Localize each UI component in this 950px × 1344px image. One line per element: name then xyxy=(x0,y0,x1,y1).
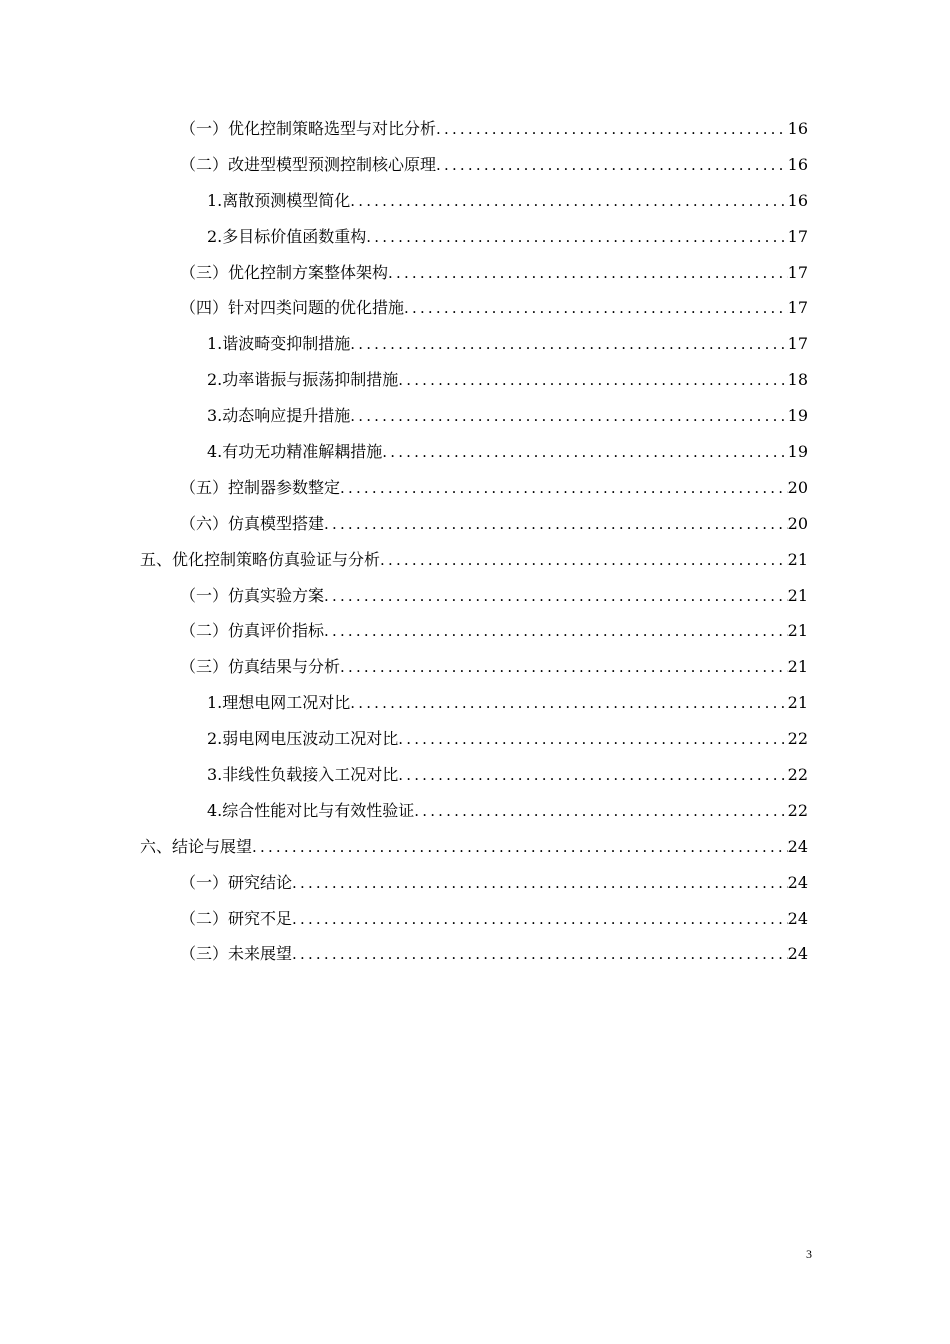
toc-entry-page: 21 xyxy=(787,657,808,677)
toc-entry-title: 1.理想电网工况对比 xyxy=(207,693,351,713)
toc-entry-title: （三）仿真结果与分析 xyxy=(180,657,341,677)
toc-entry[interactable] xyxy=(140,685,808,721)
toc-entry-page: 21 xyxy=(787,549,808,569)
toc-entry-page: 16 xyxy=(787,190,808,210)
toc-entry-title: （二）仿真评价指标 xyxy=(180,621,325,641)
toc-entry-title: （五）控制器参数整定 xyxy=(180,477,341,497)
toc-dot-leader xyxy=(350,327,787,363)
toc-entry-page: 16 xyxy=(787,154,808,174)
toc-entry-title: 六、结论与展望 xyxy=(140,836,253,856)
toc-dot-leader xyxy=(404,291,788,327)
toc-entry-title: （二）研究不足 xyxy=(180,908,293,928)
toc-entry-title: （四）针对四类问题的优化措施 xyxy=(180,298,405,318)
toc-dot-leader xyxy=(398,722,787,758)
toc-entry-page: 17 xyxy=(787,226,808,246)
toc-dot-leader xyxy=(398,363,787,399)
toc-entry-page: 16 xyxy=(787,119,808,138)
toc-entry[interactable] xyxy=(140,721,808,757)
toc-entry-page: 22 xyxy=(787,765,808,785)
toc-entry-title: （六）仿真模型搭建 xyxy=(180,513,325,533)
toc-dot-leader xyxy=(324,507,788,543)
toc-entry[interactable] xyxy=(140,613,808,649)
toc-dot-leader xyxy=(324,579,788,615)
toc-dot-leader xyxy=(350,686,787,722)
toc-dot-leader xyxy=(436,112,788,148)
toc-entry-page: 24 xyxy=(787,944,808,964)
toc-dot-leader xyxy=(340,471,788,507)
toc-entry[interactable] xyxy=(140,111,808,147)
toc-dot-leader xyxy=(380,543,788,579)
toc-entry-title: 2.弱电网电压波动工况对比 xyxy=(207,729,399,749)
toc-dot-leader xyxy=(366,220,787,256)
toc-entry-page: 20 xyxy=(787,513,808,533)
toc-entry[interactable] xyxy=(140,219,808,255)
toc-entry-page: 17 xyxy=(787,262,808,282)
page-number: 3 xyxy=(806,1247,812,1261)
toc-entry[interactable] xyxy=(140,578,808,614)
toc-entry-title: （三）未来展望 xyxy=(180,944,293,964)
toc-entry-title: 2.功率谐振与振荡抑制措施 xyxy=(207,370,399,390)
toc-entry-page: 22 xyxy=(787,729,808,749)
toc-entry[interactable] xyxy=(140,147,808,183)
toc-entry-page: 20 xyxy=(787,477,808,497)
toc-entry-page: 19 xyxy=(787,406,808,426)
toc-entry-page: 21 xyxy=(787,585,808,605)
toc-dot-leader xyxy=(292,866,788,902)
toc-entry[interactable] xyxy=(140,649,808,685)
toc-entry-title: （一）仿真实验方案 xyxy=(180,585,325,605)
toc-dot-leader xyxy=(350,399,787,435)
toc-entry-title: 4.综合性能对比与有效性验证 xyxy=(207,800,415,820)
toc-entry-title: 1.离散预测模型简化 xyxy=(207,190,351,210)
toc-entry-page: 18 xyxy=(787,370,808,390)
toc-entry[interactable] xyxy=(140,936,808,972)
toc-entry[interactable] xyxy=(140,290,808,326)
toc-entry[interactable] xyxy=(140,757,808,793)
toc-entry-title: （一）优化控制策略选型与对比分析 xyxy=(180,119,437,138)
toc-entry[interactable] xyxy=(140,542,808,578)
toc-entry-page: 24 xyxy=(787,836,808,856)
toc-entry-title: 1.谐波畸变抑制措施 xyxy=(207,334,351,354)
toc-dot-leader xyxy=(382,435,787,471)
toc-dot-leader xyxy=(292,902,788,938)
toc-entry[interactable] xyxy=(140,398,808,434)
toc-entry[interactable] xyxy=(140,865,808,901)
toc-dot-leader xyxy=(436,148,788,184)
toc-entry-title: 3.非线性负载接入工况对比 xyxy=(207,765,399,785)
toc-entry-page: 21 xyxy=(787,693,808,713)
toc-dot-leader xyxy=(414,794,787,830)
toc-entry[interactable] xyxy=(140,901,808,937)
toc-entry-title: 五、优化控制策略仿真验证与分析 xyxy=(140,549,381,569)
toc-entry-page: 24 xyxy=(787,872,808,892)
toc-entry-page: 17 xyxy=(787,298,808,318)
toc-dot-leader xyxy=(350,184,787,220)
toc-entry[interactable] xyxy=(140,829,808,865)
toc-entry-page: 22 xyxy=(787,800,808,820)
toc-entry-page: 17 xyxy=(787,334,808,354)
toc-dot-leader xyxy=(292,937,788,973)
toc-entry[interactable] xyxy=(140,470,808,506)
toc-dot-leader xyxy=(252,830,788,866)
toc-entry[interactable] xyxy=(140,793,808,829)
toc-entry-page: 24 xyxy=(787,908,808,928)
toc-entry[interactable] xyxy=(140,255,808,291)
toc-entry-title: 4.有功无功精准解耦措施 xyxy=(207,442,383,462)
toc-entry[interactable] xyxy=(140,183,808,219)
toc-dot-leader xyxy=(388,256,788,292)
toc-entry[interactable] xyxy=(140,326,808,362)
toc-entry-page: 21 xyxy=(787,621,808,641)
toc-entry[interactable] xyxy=(140,362,808,398)
toc-entry-title: 2.多目标价值函数重构 xyxy=(207,226,367,246)
toc-entry-title: 3.动态响应提升措施 xyxy=(207,406,351,426)
toc-dot-leader xyxy=(324,614,788,650)
toc-entry-title: （三）优化控制方案整体架构 xyxy=(180,262,389,282)
table-of-contents xyxy=(140,111,808,972)
toc-dot-leader xyxy=(340,650,788,686)
toc-entry-page: 19 xyxy=(787,442,808,462)
toc-entry-title: （二）改进型模型预测控制核心原理 xyxy=(180,154,437,174)
toc-entry[interactable] xyxy=(140,434,808,470)
toc-dot-leader xyxy=(398,758,787,794)
toc-entry[interactable] xyxy=(140,506,808,542)
toc-entry-title: （一）研究结论 xyxy=(180,872,293,892)
